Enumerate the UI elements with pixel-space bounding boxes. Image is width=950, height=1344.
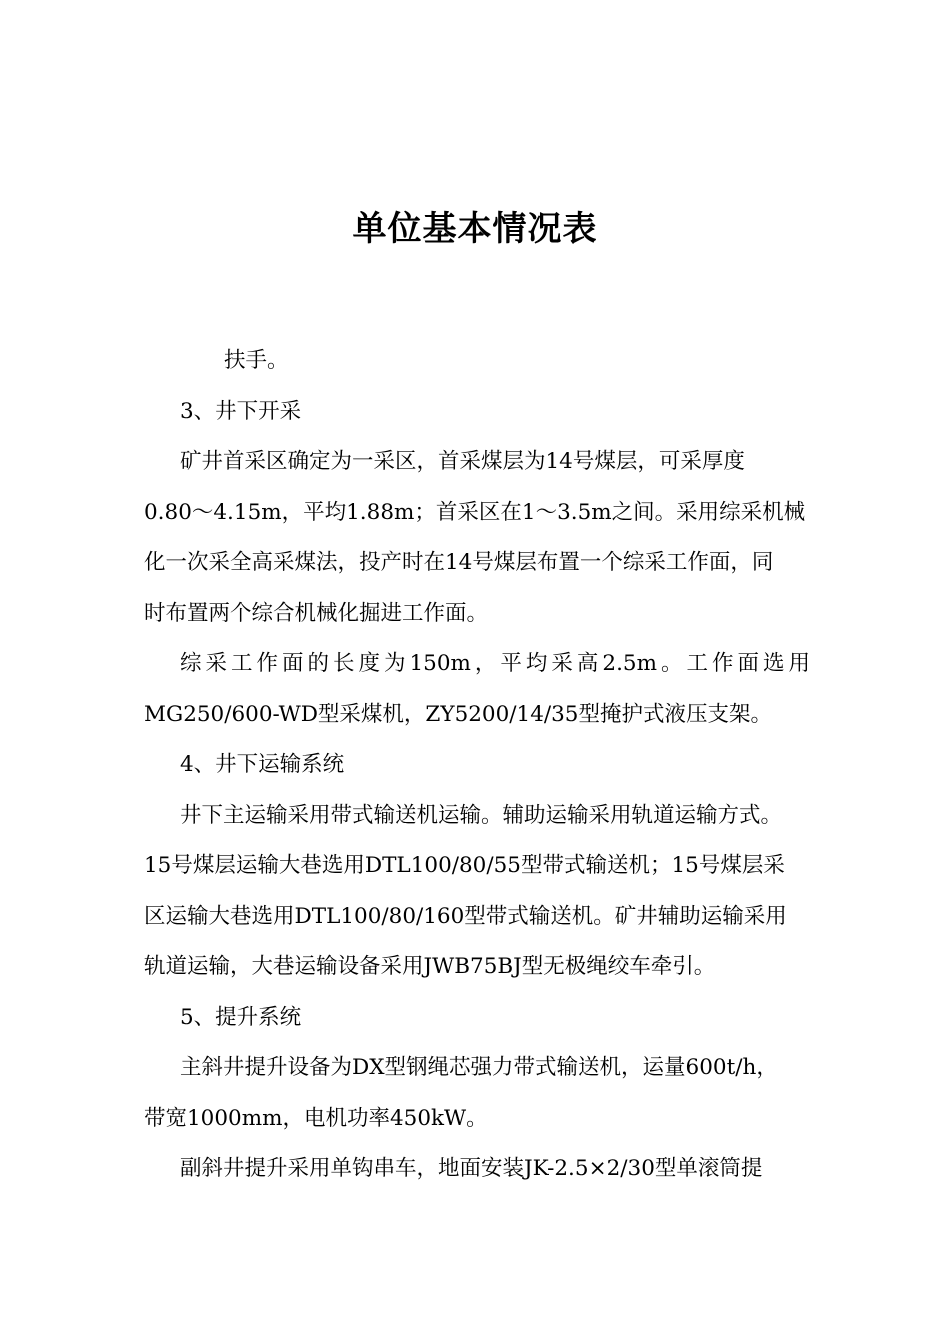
section-heading: 3、井下开采	[180, 398, 302, 424]
text-line: 扶手。	[224, 348, 289, 373]
document-title: 单位基本情况表	[352, 209, 598, 249]
document-body	[144, 336, 810, 1195]
text-line: 井下主运输采用带式输送机运输。辅助运输采用轨道运输方式。	[180, 802, 783, 828]
text-line: 15号煤层运输大巷选用DTL100/80/55型带式输送机；15号煤层采	[144, 853, 785, 878]
text-line: 时布置两个综合机械化掘进工作面。	[144, 600, 489, 626]
text-line: 区运输大巷选用DTL100/80/160型带式输送机。矿井辅助运输采用	[144, 903, 787, 929]
section-heading-transport	[144, 740, 810, 791]
paragraph-auxiliary-shaft	[144, 1144, 810, 1195]
paragraph-working-face	[144, 639, 810, 740]
text-line: 0.80～4.15m，平均1.88m；首采区在1～3.5m之间。采用综采机械	[144, 499, 806, 525]
section-heading-mining	[144, 387, 810, 438]
paragraph-main-shaft	[144, 1043, 810, 1144]
paragraph-mining-area	[144, 437, 810, 639]
text-line: 副斜井提升采用单钩串车，地面安装JK-2.5×2/30型单滚筒提	[180, 1156, 763, 1181]
paragraph-continuation	[144, 336, 810, 387]
section-heading: 4、井下运输系统	[180, 752, 345, 777]
text-line: 轨道运输，大巷运输设备采用JWB75BJ型无极绳绞车牵引。	[144, 954, 716, 979]
text-line: 主斜井提升设备为DX型钢绳芯强力带式输送机，运量600t/h，	[180, 1055, 778, 1080]
section-heading: 5、提升系统	[180, 1004, 302, 1030]
paragraph-transport	[144, 791, 810, 993]
text-line: 带宽1000mm，电机功率450kW。	[144, 1105, 488, 1131]
section-heading-hoisting	[144, 993, 810, 1044]
text-line: 矿井首采区确定为一采区，首采煤层为14号煤层，可采厚度	[180, 449, 745, 474]
text-line: 综采工作面的长度为150m，平均采高2.5m。工作面选用	[180, 651, 810, 676]
text-line: MG250/600-WD型采煤机，ZY5200/14/35型掩护式液压支架。	[144, 701, 772, 727]
text-line: 化一次采全高采煤法，投产时在14号煤层布置一个综采工作面，同	[144, 550, 774, 575]
